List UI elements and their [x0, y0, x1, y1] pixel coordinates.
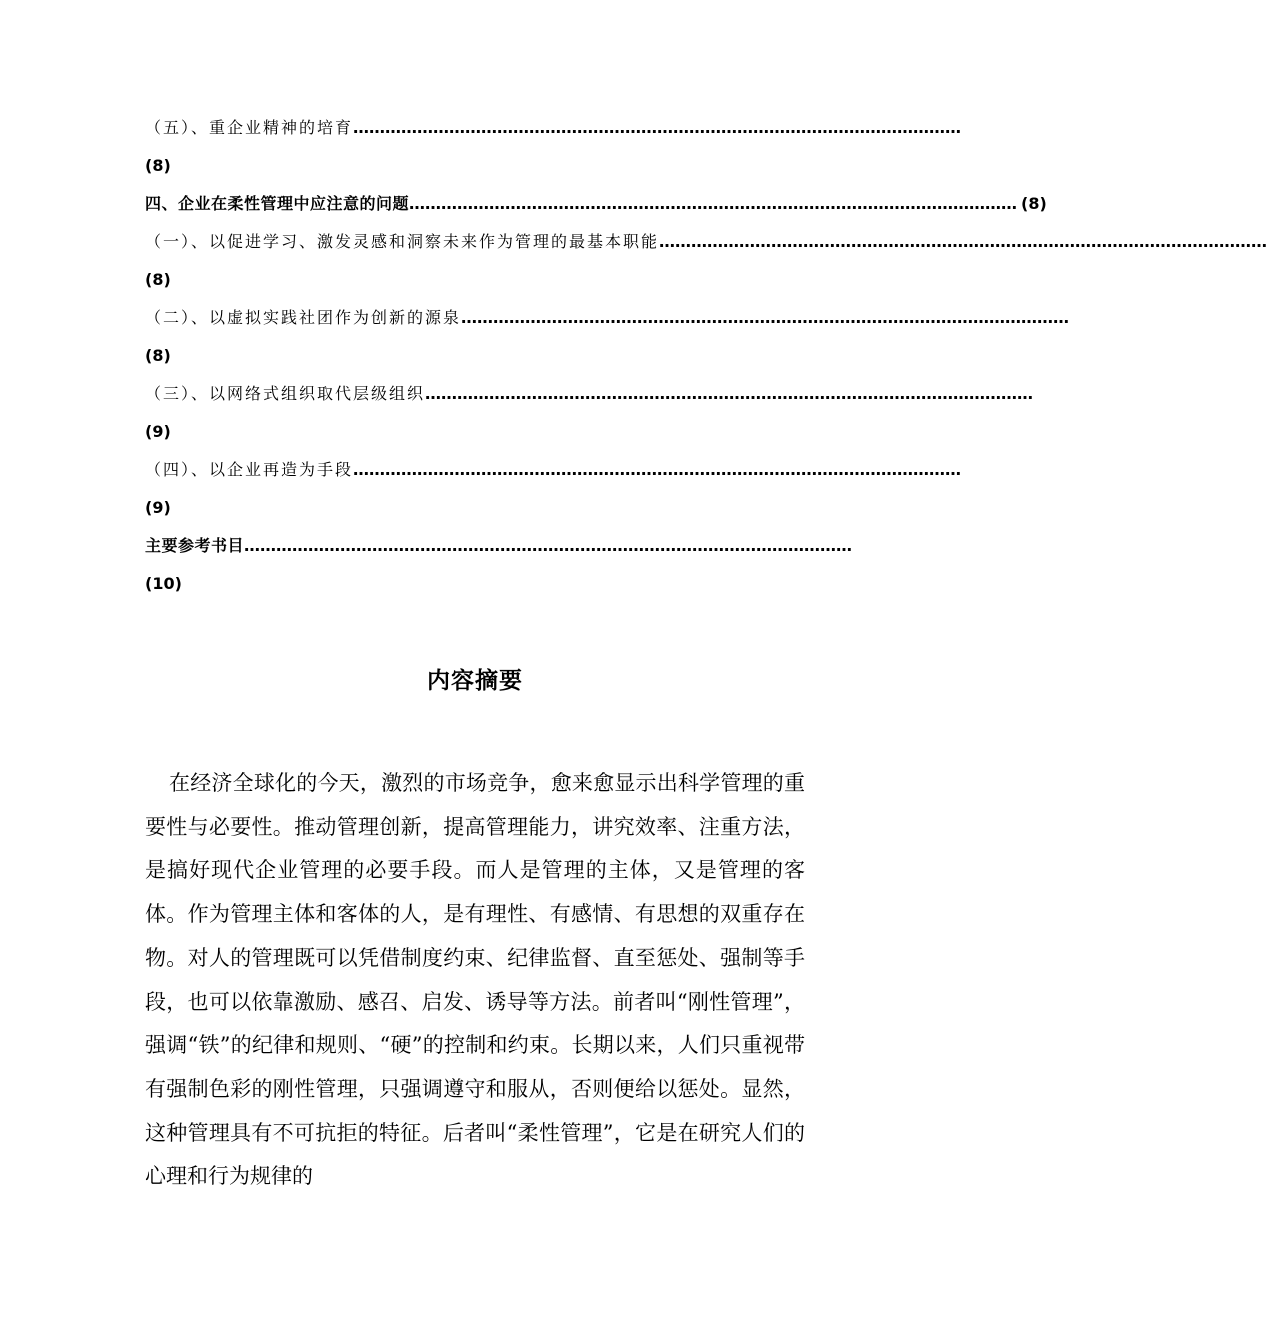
toc-leader-dots: ……………………………………………………………………………………………………: [244, 536, 853, 555]
toc-entry-text: 四、企业在柔性管理中应注意的问题: [145, 194, 410, 213]
toc-entry-page: (8): [145, 346, 171, 365]
toc-leader-dots: ……………………………………………………………………………………………………: [659, 232, 1267, 251]
toc-entry-text: （一）、以促进学习、激发灵感和洞察未来作为管理的最基本职能: [145, 232, 660, 251]
toc-entry[interactable]: [145, 230, 1267, 254]
toc-entry-page: (8): [145, 156, 171, 175]
toc-entry-page: (8): [145, 270, 171, 289]
toc-entry-text: （四）、以企业再造为手段: [145, 460, 354, 479]
toc-entry-page: (10): [145, 574, 182, 593]
toc-entry[interactable]: [145, 534, 853, 558]
toc-entry[interactable]: [145, 382, 1034, 406]
toc-leader-dots: ……………………………………………………………………………………………………: [409, 194, 1018, 213]
abstract-body: [145, 762, 805, 1199]
toc-entry[interactable]: [145, 192, 1047, 216]
toc-entry-text: （三）、以网络式组织取代层级组织: [145, 384, 426, 403]
toc-leader-dots: ……………………………………………………………………………………………………: [353, 460, 962, 479]
toc-leader-dots: ……………………………………………………………………………………………………: [425, 384, 1034, 403]
toc-leader-dots: ……………………………………………………………………………………………………: [461, 308, 1070, 327]
toc-leader-dots: ……………………………………………………………………………………………………: [353, 118, 962, 137]
toc-entry-text: （二）、以虚拟实践社团作为创新的源泉: [145, 308, 462, 327]
toc-entry[interactable]: [145, 306, 1070, 330]
toc-entry[interactable]: [145, 458, 962, 482]
toc-entry-page: (8): [1021, 194, 1047, 213]
toc-entry-text: （五）、重企业精神的培育: [145, 118, 354, 137]
toc-entry-page: (9): [145, 498, 171, 517]
toc-entry-page: (9): [145, 422, 171, 441]
toc-entry-text: 主要参考书目: [145, 536, 245, 555]
toc-entry[interactable]: [145, 116, 962, 140]
abstract-paragraph: 在经济全球化的今天，激烈的市场竞争，愈来愈显示出科学管理的重要性与必要性。推动管理创新，提高管理能力，讲究效率、注重方法，是搞好现代企业管理的必要手段。而人是管理的主体，又是管理的客体。作为管理主体和客体的人，是有理性、有感情、有思想的双重存在物。对人的管理既可以凭借制度约束、纪律监督、直至惩处、强制等手段，也可以依靠激励、感召、启发、诱导等方法。前者叫“刚性管理”，强调“铁”的纪律和规则、“硬”的控制和约束。长期以来，人们只重视带有强制色彩的刚性管理，只强调遵守和服从，否则便给以惩处。显然，这种管理具有不可抗拒的特征。后者叫“柔性管理”，它是在研究人们的心理和行为规律的: [145, 771, 805, 1189]
abstract-title: 内容摘要: [427, 668, 523, 694]
